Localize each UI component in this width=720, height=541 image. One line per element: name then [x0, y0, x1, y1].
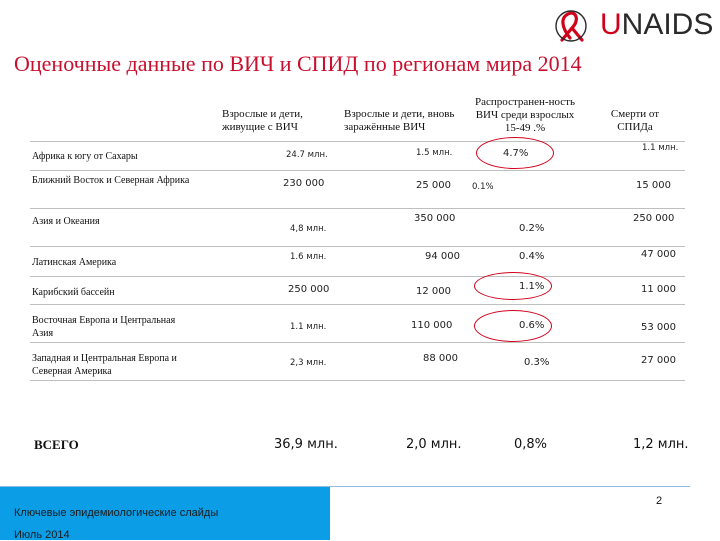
cell-new: 94 000 — [425, 251, 460, 262]
total-new: 2,0 млн. — [406, 437, 462, 452]
cell-deaths: 11 000 — [641, 284, 676, 295]
row-divider — [30, 380, 685, 381]
cell-deaths: 53 000 — [641, 322, 676, 333]
cell-living: 230 000 — [283, 178, 325, 189]
cell-prevalence: 0.2% — [519, 223, 545, 234]
page-title: Оценочные данные по ВИЧ и СПИД по регионам мира 2014 — [14, 51, 582, 76]
cell-deaths: 1.1 млн. — [642, 143, 679, 153]
region-label: Африка к югу от Сахары — [32, 151, 138, 162]
row-divider — [30, 141, 685, 142]
region-label: Западная и Центральная Европа и Северная Америка — [32, 353, 177, 377]
header-deaths: Смерти от СПИДа — [610, 108, 660, 133]
cell-new: 12 000 — [416, 286, 451, 297]
row-divider — [30, 208, 685, 209]
cell-living: 24.7 млн. — [286, 150, 328, 160]
total-prevalence: 0,8% — [514, 437, 548, 452]
total-label: ВСЕГО — [34, 437, 79, 452]
row-divider — [30, 342, 685, 343]
region-label: Латинская Америка — [32, 257, 117, 268]
cell-prevalence: 0.3% — [524, 357, 550, 368]
total-living: 36,9 млн. — [274, 437, 338, 452]
cell-prevalence: 0.1% — [472, 182, 494, 192]
row-divider — [30, 304, 685, 305]
cell-living: 1.6 млн. — [290, 252, 327, 262]
cell-living: 4,8 млн. — [290, 224, 327, 234]
cell-prevalence: 4.7% — [503, 148, 529, 159]
cell-prevalence: 0.6% — [519, 320, 545, 331]
cell-prevalence: 1.1% — [519, 281, 545, 292]
header-living: Взрослые и дети, живущие с ВИЧ — [222, 108, 303, 133]
page-number: 2 — [656, 495, 663, 507]
cell-deaths: 250 000 — [633, 213, 675, 224]
highlight-circle — [474, 272, 552, 300]
highlight-circle — [474, 310, 552, 342]
cell-new: 88 000 — [423, 353, 458, 364]
cell-new: 110 000 — [411, 320, 453, 331]
footer-date: Июль 2014 — [14, 529, 70, 541]
cell-living: 2,3 млн. — [290, 358, 327, 368]
highlight-circle — [476, 137, 554, 169]
cell-deaths: 27 000 — [641, 355, 676, 366]
region-label: Азия и Океания — [32, 216, 100, 227]
cell-deaths: 15 000 — [636, 180, 671, 191]
region-label: Ближний Восток и Северная Африка — [32, 175, 190, 186]
cell-living: 250 000 — [288, 284, 330, 295]
cell-new: 1.5 млн. — [416, 148, 453, 158]
region-label: Восточная Европа и Центральная Азия — [32, 315, 176, 339]
cell-living: 1.1 млн. — [290, 322, 327, 332]
region-label: Карибский бассейн — [32, 287, 115, 298]
logo-wordmark: UNAIDS — [600, 8, 714, 41]
row-divider — [30, 170, 685, 171]
total-deaths: 1,2 млн. — [633, 437, 689, 452]
cell-deaths: 47 000 — [641, 249, 676, 260]
footer-label: Ключевые эпидемиологические слайды — [14, 507, 219, 519]
cell-new: 350 000 — [414, 213, 456, 224]
cell-new: 25 000 — [416, 180, 451, 191]
row-divider — [30, 246, 685, 247]
red-ribbon-icon — [562, 13, 582, 40]
cell-prevalence: 0.4% — [519, 251, 545, 262]
header-new: Взрослые и дети, вновь заражённые ВИЧ — [344, 108, 455, 133]
header-prevalence: Распространен-ность ВИЧ среди взрослых 15-49 .% — [475, 96, 575, 134]
row-divider — [30, 276, 685, 277]
